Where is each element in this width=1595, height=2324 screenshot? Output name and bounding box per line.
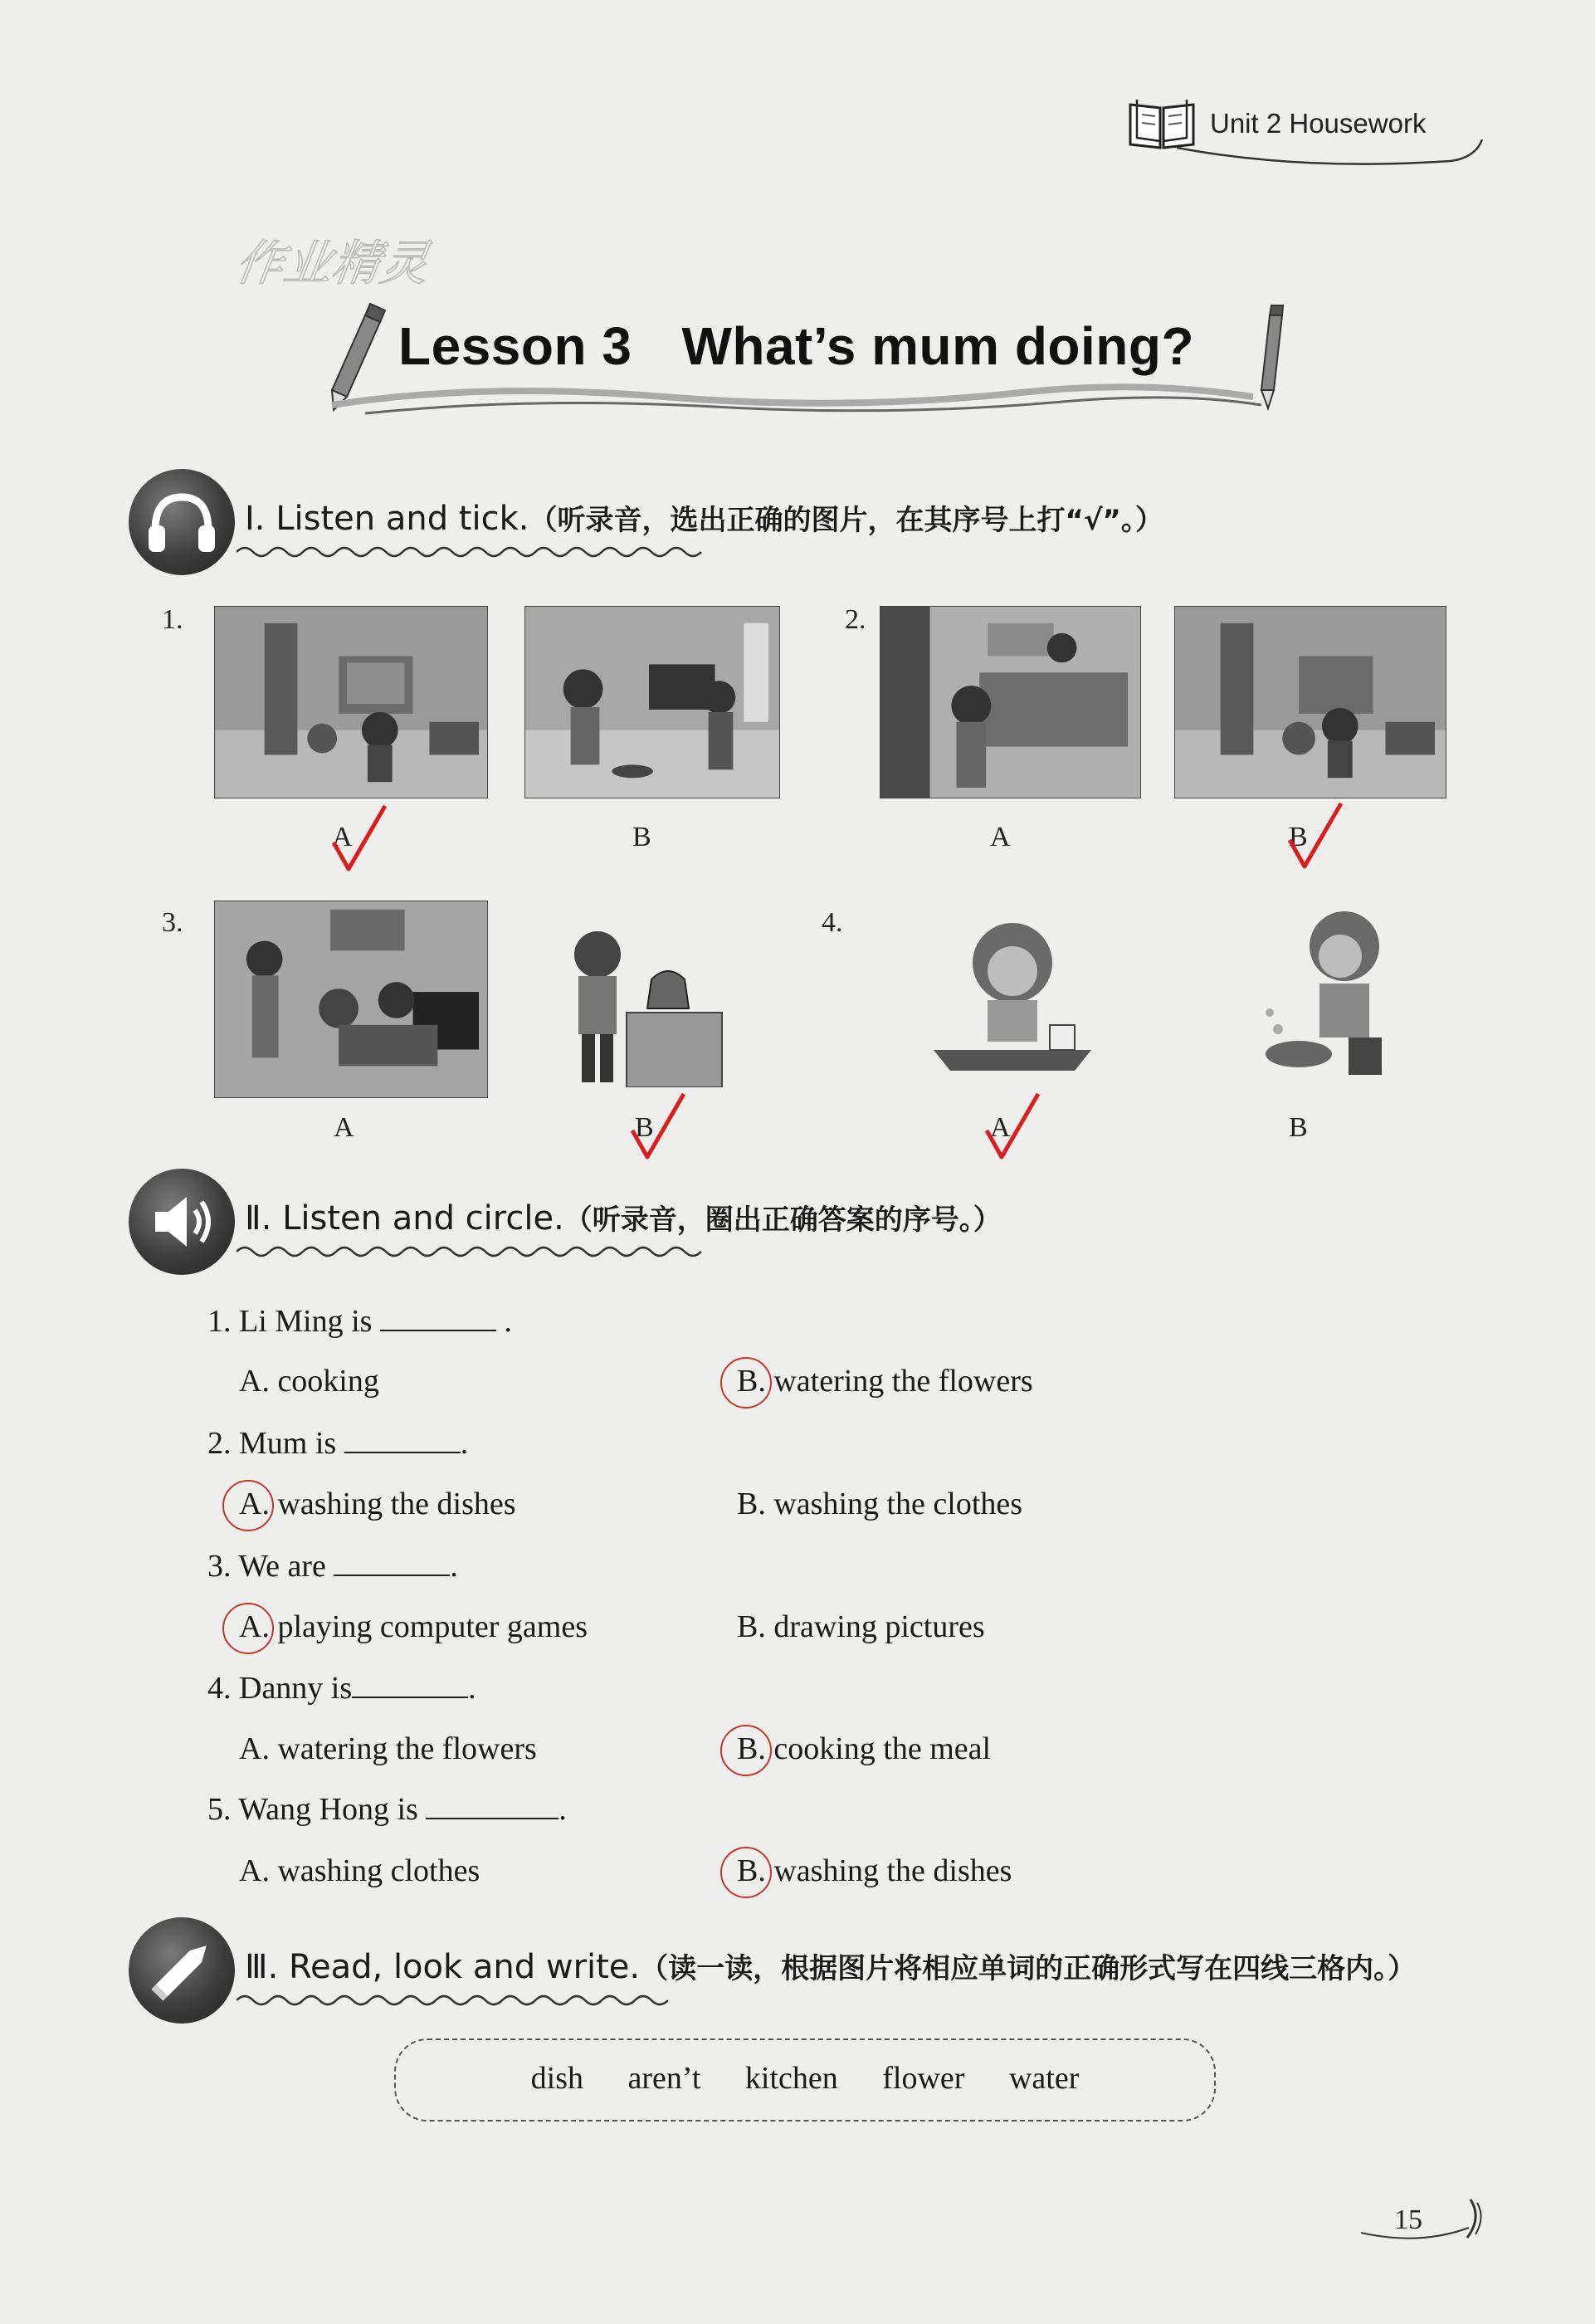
lesson-number: Lesson 3 — [398, 316, 632, 376]
question-number: 3. — [162, 907, 183, 938]
picture-3b[interactable] — [552, 921, 726, 1087]
option-label-a: A — [990, 822, 1011, 852]
option-label-a: A — [332, 822, 353, 852]
section-1-instruction: （听录音，选出正确的图片，在其序号上打“√”。） — [529, 504, 1163, 537]
option-b[interactable]: B. cooking the meal — [737, 1731, 992, 1766]
section-2-instruction: （听录音，圈出正确答案的序号。） — [563, 1204, 1002, 1237]
lesson-title — [398, 315, 1194, 377]
option-b[interactable]: B. watering the flowers — [737, 1364, 1033, 1399]
tick-mark — [1286, 798, 1344, 873]
picture-1a[interactable] — [214, 606, 488, 798]
option-label-b: B — [1289, 822, 1308, 852]
picture-4a[interactable] — [925, 917, 1100, 1083]
page-number: 15 — [1394, 2204, 1422, 2235]
headphones-icon — [129, 469, 235, 575]
answer-circle — [222, 1603, 274, 1654]
option-a[interactable]: A. cooking — [239, 1364, 379, 1399]
question-stem: 2. Mum is . — [207, 1426, 469, 1461]
option-b[interactable]: B. washing the dishes — [737, 1853, 1012, 1888]
answer-circle — [222, 1480, 274, 1531]
unit-title: Unit 2 Housework — [1210, 108, 1427, 139]
question-stem: 5. Wang Hong is . — [207, 1792, 567, 1827]
unit-header — [1127, 91, 1484, 166]
option-a[interactable]: A. washing clothes — [239, 1853, 480, 1888]
pencil-icon — [129, 1917, 235, 2024]
header-swoosh — [1177, 139, 1484, 173]
option-b[interactable]: B. drawing pictures — [737, 1609, 985, 1644]
section-3-instruction: （读一读，根据图片将相应单词的正确形式写在四线三格内。） — [640, 1952, 1417, 1985]
picture-1b[interactable] — [524, 606, 780, 798]
tick-mark — [330, 801, 388, 876]
word: kitchen — [744, 2061, 838, 2096]
word: dish — [530, 2061, 583, 2096]
speaker-disc — [129, 1169, 235, 1275]
answer-circle — [720, 1357, 772, 1409]
word-bank — [394, 2038, 1216, 2121]
section-1-title-en: Ⅰ. Listen and tick. — [245, 500, 529, 538]
answer-circle — [720, 1725, 772, 1776]
section-1-wave — [237, 542, 710, 562]
section-1-header — [129, 469, 1498, 577]
option-label-a: A — [334, 1112, 354, 1143]
headphones-disc — [129, 469, 235, 575]
word: aren’t — [627, 2061, 701, 2096]
tick-mark — [629, 1089, 687, 1164]
picture-3a[interactable] — [214, 901, 488, 1098]
question-number: 2. — [845, 604, 866, 635]
question-number: 1. — [162, 604, 183, 635]
option-a[interactable]: A. playing computer games — [239, 1609, 588, 1644]
answer-circle — [720, 1847, 772, 1898]
picture-4b[interactable] — [1253, 905, 1394, 1091]
section-1-title — [245, 497, 1163, 538]
option-label-b: B — [1289, 1112, 1308, 1143]
question-stem: 4. Danny is . — [207, 1671, 476, 1706]
question-stem: 3. We are . — [207, 1549, 458, 1584]
section-2-title-en: Ⅱ. Listen and circle. — [245, 1199, 564, 1238]
tick-mark — [983, 1089, 1041, 1164]
option-label-b: B — [632, 822, 651, 852]
option-label-a: A — [990, 1112, 1011, 1143]
section-3-header — [129, 1917, 1498, 2025]
pencil-deco-icon — [332, 304, 385, 410]
section-2-title — [245, 1197, 1002, 1238]
word: flower — [882, 2061, 965, 2096]
word-list — [396, 2060, 1214, 2097]
section-2-wave — [237, 1242, 710, 1262]
section-3-title — [245, 1946, 1416, 1986]
pencil-disc — [129, 1917, 235, 2024]
picture-2a[interactable] — [880, 606, 1141, 798]
section-3-wave — [237, 1990, 668, 2010]
question-number: 4. — [822, 907, 843, 938]
picture-2b[interactable] — [1174, 606, 1446, 798]
speaker-icon — [129, 1169, 235, 1275]
section-2-header — [129, 1169, 1498, 1277]
option-a[interactable]: A. watering the flowers — [239, 1731, 537, 1766]
watermark: 作业精灵 — [232, 235, 433, 291]
question-stem: 1. Li Ming is . — [207, 1304, 512, 1339]
option-b[interactable]: B. washing the clothes — [737, 1487, 1023, 1521]
lesson-name: What’s mum doing? — [681, 316, 1195, 376]
section-3-title-en: Ⅲ. Read, look and write. — [245, 1948, 641, 1986]
option-a[interactable]: A. washing the dishes — [239, 1487, 516, 1521]
word: water — [1008, 2061, 1080, 2096]
page-number-decoration — [1361, 2191, 1485, 2249]
option-label-b: B — [635, 1112, 654, 1143]
lesson-title-banner — [315, 299, 1311, 423]
